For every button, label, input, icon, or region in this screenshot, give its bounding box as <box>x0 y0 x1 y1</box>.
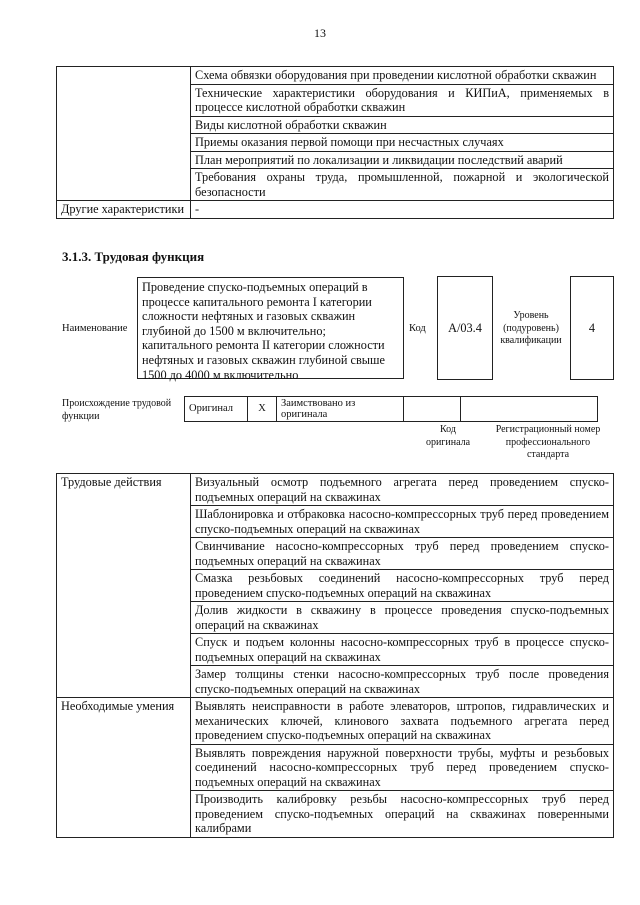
origin-label: Происхождение трудовой функции <box>62 398 172 422</box>
other-characteristics-label: Другие характеристики <box>57 201 191 219</box>
knowledge-item: Технические характеристики оборудования и КИПиА, применяемых в процессе кислотной обработки скважин <box>191 84 614 116</box>
empty-label-cell <box>57 67 191 201</box>
skill-item: Выявлять неисправности в работе элеваторов, штропов, гидравлических и механических ключей, клинового захвата подъемного агрегата перед проведением спуско-подъемных операций на скважинах <box>191 698 614 745</box>
table-row <box>57 698 614 745</box>
actions-skills-table <box>56 473 614 838</box>
code-value: А/03.4 <box>437 276 493 380</box>
labor-action-item: Шаблонировка и отбраковка насосно-компрессорных труб перед проведением спуско-подъемных операций на скважинах <box>191 506 614 538</box>
original-code-caption: Код оригинала <box>425 424 471 448</box>
reg-number-caption: Регистрационный номер профессионального стандарта <box>495 424 601 460</box>
labor-action-item: Долив жидкости в скважину в процессе проведения спуско-подъемных операций на скважинах <box>191 602 614 634</box>
labor-action-item: Свинчивание насосно-компрессорных труб перед проведением спуско-подъемных операций на скважинах <box>191 538 614 570</box>
table-row <box>57 201 614 219</box>
origin-table <box>184 396 598 422</box>
required-skills-label: Необходимые умения <box>57 698 191 838</box>
labor-action-item: Смазка резьбовых соединений насосно-компрессорных труб перед проведением спуско-подъемных операций на скважинах <box>191 570 614 602</box>
original-label: Оригинал <box>185 397 248 422</box>
knowledge-item: Приемы оказания первой помощи при несчастных случаях <box>191 134 614 152</box>
table-row <box>57 474 614 506</box>
labor-action-item: Визуальный осмотр подъемного агрегата перед проведением спуско-подъемных операций на скважинах <box>191 474 614 506</box>
knowledge-item: Требования охраны труда, промышленной, пожарной и экологической безопасности <box>191 169 614 201</box>
knowledge-item: Схема обвязки оборудования при проведении кислотной обработки скважин <box>191 67 614 85</box>
reg-number-cell <box>461 397 598 422</box>
knowledge-item: Виды кислотной обработки скважин <box>191 116 614 134</box>
labor-action-item: Замер толщины стенки насосно-компрессорных труб после проведения спуско-подъемных операций на скважинах <box>191 666 614 698</box>
knowledge-item: План мероприятий по локализации и ликвидации последствий аварий <box>191 151 614 169</box>
name-label: Наименование <box>62 323 128 334</box>
code-label: Код <box>409 323 426 334</box>
qualification-level-label: Уровень (подуровень) квалификации <box>500 310 562 346</box>
knowledge-table <box>56 66 614 219</box>
other-characteristics-value: - <box>191 201 614 219</box>
page-number: 13 <box>314 26 326 40</box>
labor-action-item: Спуск и подъем колонны насосно-компрессорных труб в процессе спуско-подъемных операций на скважинах <box>191 634 614 666</box>
section-title: 3.1.3. Трудовая функция <box>62 249 205 264</box>
table-row <box>57 67 614 85</box>
labor-actions-label: Трудовые действия <box>57 474 191 698</box>
table-row <box>185 397 598 422</box>
function-name-box: Проведение спуско-подъемных операций в процессе капитального ремонта I категории сложности нефтяных и газовых скважин глубиной до 1500 м включительно; капитального ремонта II категории сложности нефтяных и газовых скважин глубиной свыше 1500 до 4000 м включительно <box>137 277 404 379</box>
qualification-level-value: 4 <box>570 276 614 380</box>
borrowed-label: Заимствовано из оригинала <box>277 397 404 422</box>
original-mark: X <box>248 397 277 422</box>
skill-item: Производить калибровку резьбы насосно-компрессорных труб перед проведением спуско-подъемных операций на скважинах поверенными калибрами <box>191 791 614 838</box>
original-code-cell <box>404 397 461 422</box>
skill-item: Выявлять повреждения наружной поверхности трубы, муфты и резьбовых соединений насосно-компрессорных труб перед проведением спуско-подъемных операций на скважинах <box>191 744 614 791</box>
